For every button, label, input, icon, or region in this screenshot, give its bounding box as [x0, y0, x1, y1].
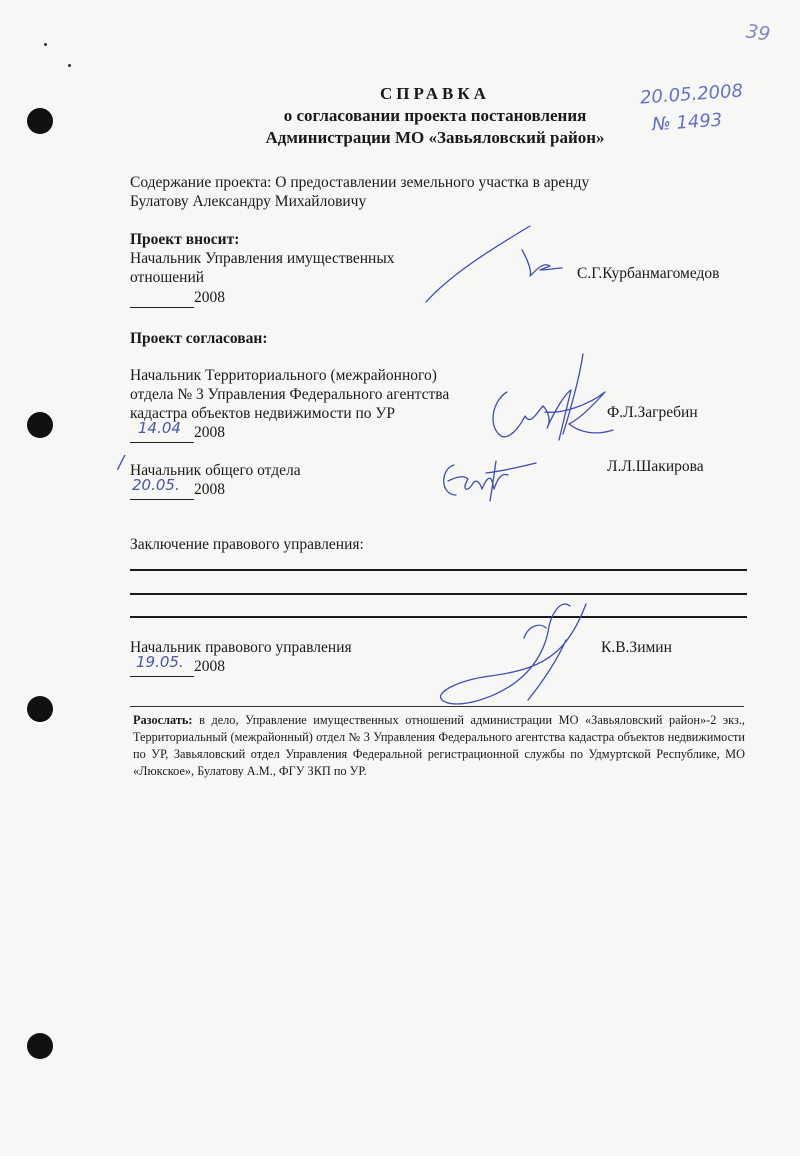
document-title: СПРАВКА	[380, 84, 490, 103]
speck	[44, 43, 47, 46]
approval-1-name: Ф.Л.Загребин	[607, 404, 698, 421]
approval-2-name: Л.Л.Шакирова	[607, 458, 704, 475]
date-blank	[130, 653, 194, 677]
legal-date-line	[130, 653, 225, 677]
date-blank	[130, 419, 194, 443]
approval-2-line-1: Начальник общего отдела	[130, 462, 301, 479]
conclusion-line	[130, 593, 747, 595]
page-number: 39	[744, 20, 772, 46]
legal-name: К.В.Зимин	[601, 639, 672, 656]
legal-position: Начальник правового управления	[130, 639, 352, 656]
distribution-divider	[130, 706, 744, 707]
submitter-heading: Проект вносит:	[130, 231, 240, 248]
approval-2-signature	[436, 455, 546, 505]
project-content-line-1: Содержание проекта: О предоставлении земельного участка в аренду	[130, 174, 590, 191]
approvals-heading: Проект согласован:	[130, 330, 268, 347]
document-subtitle-2: Администрации МО «Завьяловский район»	[265, 128, 605, 147]
approval-1-year: 2008	[194, 424, 225, 441]
check-mark: /	[118, 452, 125, 473]
approval-1-handwritten-date: 14.04	[138, 419, 181, 437]
punch-hole	[27, 696, 53, 722]
distribution-text: в дело, Управление имущественных отношений администрации МО «Завьяловский район»-2 экз., Территориальный (межрайонный) отдел № 3 Управления Федерального агентства кадастра объектов недвижимости по УР, Завьяловский отдел Управления Федеральной регистрационной службы по Удмуртской Республике, МО «Люкское», Булатову А.М., ФГУ ЗКП по УР.	[133, 713, 745, 778]
distribution-label: Разослать:	[133, 713, 193, 727]
punch-hole	[27, 412, 53, 438]
approval-1-line-1: Начальник Территориального (межрайонного)	[130, 367, 437, 384]
approval-2-date-line	[130, 476, 225, 500]
approval-1-signature	[485, 350, 625, 450]
conclusion-line	[130, 569, 747, 571]
punch-hole	[27, 1033, 53, 1059]
distribution-block	[133, 712, 745, 780]
date-blank	[130, 476, 194, 500]
approval-2-handwritten-date: 20.05.	[132, 476, 180, 494]
project-content-line-2: Булатову Александру Михайловичу	[130, 193, 367, 210]
submitter-signature	[420, 220, 580, 310]
registration-date: 20.05.2008	[639, 80, 744, 109]
approval-1-line-3: кадастра объектов недвижимости по УР	[130, 405, 396, 422]
document-subtitle-1: о согласовании проекта постановления	[283, 106, 587, 125]
submitter-year: 2008	[194, 289, 225, 306]
submitter-position-2: отношений	[130, 269, 205, 286]
submitter-date-line	[130, 288, 225, 308]
legal-signature	[420, 596, 620, 716]
registration-number: № 1493	[651, 109, 723, 136]
date-blank	[130, 288, 194, 308]
submitter-name: С.Г.Курбанмагомедов	[577, 265, 720, 282]
approval-1-line-2: отдела № 3 Управления Федерального агентства	[130, 386, 450, 403]
submitter-position-1: Начальник Управления имущественных	[130, 250, 395, 267]
approval-2-year: 2008	[194, 481, 225, 498]
approval-1-date-line	[130, 419, 225, 443]
legal-year: 2008	[194, 658, 225, 675]
speck	[68, 64, 71, 67]
legal-handwritten-date: 19.05.	[136, 653, 184, 671]
legal-conclusion-label: Заключение правового управления:	[130, 536, 364, 553]
